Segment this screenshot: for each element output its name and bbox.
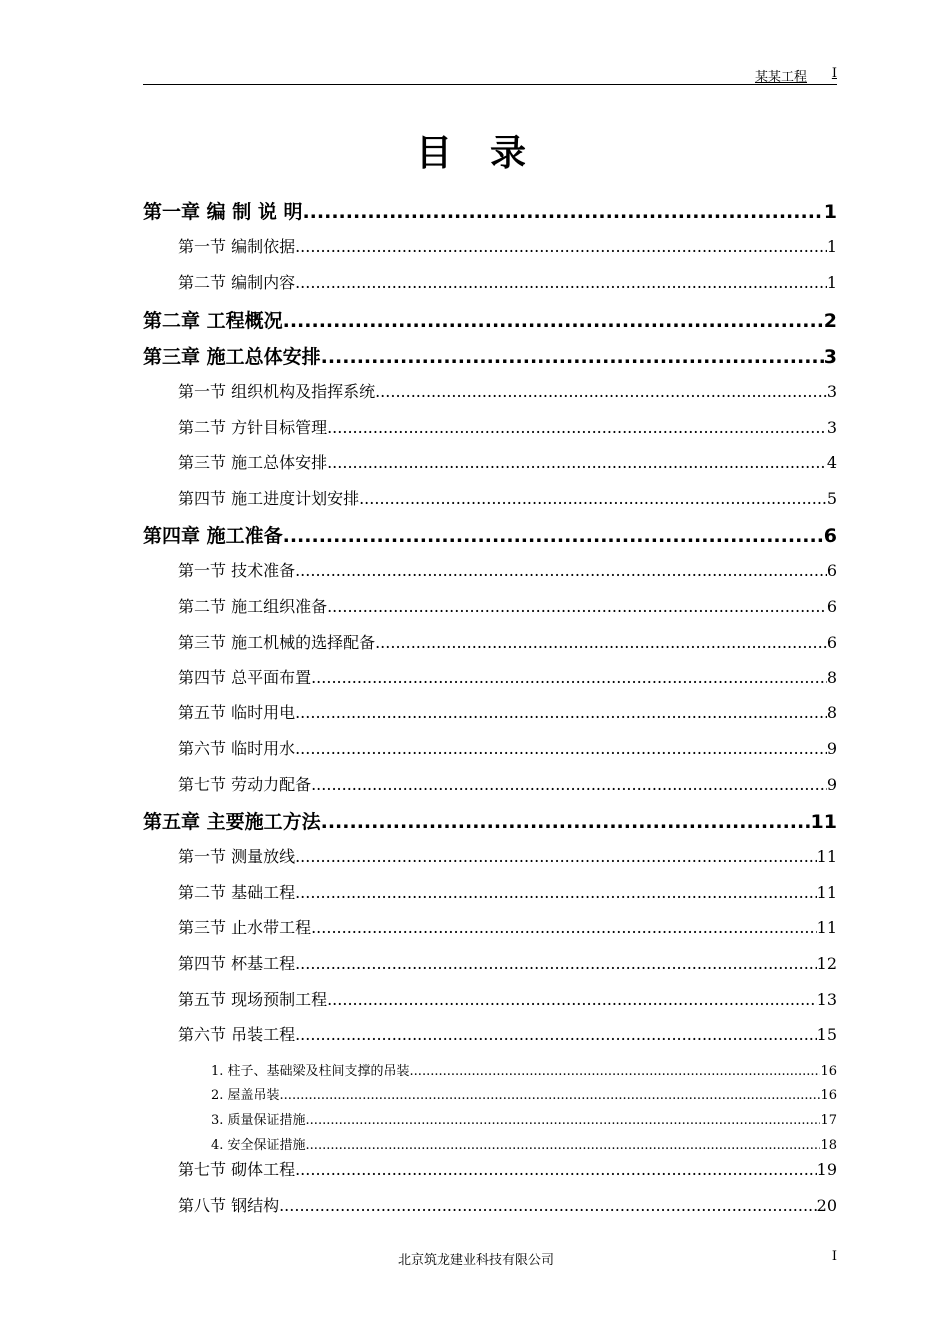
toc-entry-label: 第四章 施工准备 bbox=[143, 525, 283, 547]
toc-entry-label: 第三节 止水带工程 bbox=[178, 918, 312, 937]
toc-entry-label: 第一章 编 制 说 明 bbox=[143, 201, 303, 223]
toc-entry-level2[interactable] bbox=[178, 987, 837, 1010]
toc-leader-dots bbox=[306, 1138, 821, 1153]
toc-entry-level2[interactable] bbox=[178, 594, 837, 617]
toc-entry-label: 第三章 施工总体安排 bbox=[143, 346, 321, 368]
toc-leader-dots bbox=[295, 237, 827, 256]
toc-entry-label: 2. 屋盖吊装 bbox=[211, 1088, 280, 1103]
toc-leader-dots bbox=[280, 1088, 821, 1103]
toc-leader-dots bbox=[410, 1064, 821, 1079]
toc-entry-level2[interactable] bbox=[178, 415, 837, 438]
toc-entry-page-number: 16 bbox=[820, 1088, 837, 1103]
toc-entry-page-number: 11 bbox=[810, 811, 837, 833]
toc-entry-level1[interactable] bbox=[143, 306, 837, 333]
toc-entry-page-number: 3 bbox=[826, 382, 837, 401]
toc-leader-dots bbox=[302, 201, 823, 223]
toc-entry-label: 第七节 砌体工程 bbox=[178, 1160, 296, 1179]
toc-entry-level2[interactable] bbox=[178, 915, 837, 938]
toc-entry-label: 第一节 组织机构及指挥系统 bbox=[178, 382, 376, 401]
toc-leader-dots bbox=[306, 1113, 821, 1128]
toc-entry-label: 第七节 劳动力配备 bbox=[178, 775, 312, 794]
toc-entry-level2[interactable] bbox=[178, 450, 837, 473]
toc-entry-page-number: 13 bbox=[816, 990, 837, 1009]
toc-leader-dots bbox=[295, 1025, 817, 1044]
toc-entry-label: 第三节 施工总体安排 bbox=[178, 453, 328, 472]
toc-entry-page-number: 16 bbox=[820, 1064, 837, 1079]
toc-entry-level2[interactable] bbox=[178, 1022, 837, 1045]
toc-entry-label: 第二节 施工组织准备 bbox=[178, 597, 328, 616]
toc-leader-dots bbox=[295, 954, 817, 973]
toc-leader-dots bbox=[375, 633, 827, 652]
toc-entry-page-number: 6 bbox=[826, 561, 837, 580]
toc-entry-label: 第三节 施工机械的选择配备 bbox=[178, 633, 376, 652]
toc-entry-label: 第一节 编制依据 bbox=[178, 237, 296, 256]
toc-leader-dots bbox=[311, 918, 817, 937]
toc-entry-page-number: 15 bbox=[816, 1025, 837, 1044]
toc-leader-dots bbox=[375, 382, 827, 401]
toc-entry-level2[interactable] bbox=[178, 951, 837, 974]
toc-leader-dots bbox=[327, 990, 817, 1009]
toc-entry-page-number: 1 bbox=[826, 237, 837, 256]
toc-entry-level2[interactable] bbox=[178, 630, 837, 653]
toc-leader-dots bbox=[295, 883, 817, 902]
toc-leader-dots bbox=[321, 346, 824, 368]
toc-entry-page-number: 9 bbox=[826, 739, 837, 758]
toc-entry-page-number: 20 bbox=[816, 1196, 837, 1215]
toc-entry-page-number: 8 bbox=[826, 703, 837, 722]
toc-leader-dots bbox=[327, 453, 827, 472]
page-header bbox=[143, 64, 837, 85]
toc-entry-label: 第一节 技术准备 bbox=[178, 561, 296, 580]
document-title: 目录 bbox=[415, 133, 564, 174]
toc-entry-page-number: 8 bbox=[826, 668, 837, 687]
toc-entry-page-number: 19 bbox=[816, 1160, 837, 1179]
toc-entry-level2[interactable] bbox=[178, 270, 837, 293]
toc-entry-page-number: 3 bbox=[823, 346, 837, 368]
toc-entry-level2[interactable] bbox=[178, 700, 837, 723]
toc-entry-level2[interactable] bbox=[178, 844, 837, 867]
toc-entry-label: 第五章 主要施工方法 bbox=[143, 811, 321, 833]
toc-leader-dots bbox=[283, 525, 824, 547]
toc-leader-dots bbox=[311, 775, 827, 794]
toc-entry-level2[interactable] bbox=[178, 486, 837, 509]
toc-entry-level1[interactable] bbox=[143, 342, 837, 369]
toc-entry-page-number: 17 bbox=[820, 1113, 837, 1128]
toc-entry-page-number: 12 bbox=[816, 954, 837, 973]
toc-entry-label: 第四节 杯基工程 bbox=[178, 954, 296, 973]
toc-entry-page-number: 11 bbox=[816, 883, 837, 902]
toc-entry-page-number: 1 bbox=[826, 273, 837, 292]
toc-entry-label: 3. 质量保证措施 bbox=[211, 1113, 306, 1128]
toc-entry-page-number: 18 bbox=[820, 1138, 837, 1153]
toc-leader-dots bbox=[295, 273, 827, 292]
toc-leader-dots bbox=[321, 811, 811, 833]
toc-leader-dots bbox=[295, 703, 827, 722]
toc-entry-page-number: 4 bbox=[826, 453, 837, 472]
header-title: 某某工程 bbox=[754, 70, 807, 85]
toc-entry-label: 第五节 临时用电 bbox=[178, 703, 296, 722]
toc-entry-level2[interactable] bbox=[178, 880, 837, 903]
toc-leader-dots bbox=[283, 310, 824, 332]
toc-entry-level3[interactable] bbox=[211, 1084, 837, 1103]
toc-entry-level2[interactable] bbox=[178, 665, 837, 688]
toc-entry-page-number: 1 bbox=[823, 201, 837, 223]
toc-entry-level3[interactable] bbox=[211, 1109, 837, 1128]
toc-entry-level2[interactable] bbox=[178, 379, 837, 402]
toc-leader-dots bbox=[279, 1196, 817, 1215]
toc-entry-page-number: 6 bbox=[826, 633, 837, 652]
toc-entry-label: 第五节 现场预制工程 bbox=[178, 990, 328, 1009]
toc-entry-label: 4. 安全保证措施 bbox=[211, 1138, 306, 1153]
toc-entry-page-number: 6 bbox=[826, 597, 837, 616]
toc-entry-level1[interactable] bbox=[143, 521, 837, 548]
toc-entry-level2[interactable] bbox=[178, 736, 837, 759]
toc-entry-label: 第四节 总平面布置 bbox=[178, 668, 312, 687]
toc-entry-level1[interactable] bbox=[143, 197, 837, 224]
toc-entry-level1[interactable] bbox=[143, 807, 837, 834]
footer-page-number: I bbox=[831, 1249, 837, 1264]
toc-entry-level3[interactable] bbox=[211, 1134, 837, 1153]
toc-entry-level2[interactable] bbox=[178, 234, 837, 257]
footer-company: 北京筑龙建业科技有限公司 bbox=[397, 1253, 554, 1268]
toc-entry-page-number: 3 bbox=[826, 418, 837, 437]
toc-leader-dots bbox=[295, 1160, 817, 1179]
toc-entry-level3[interactable] bbox=[211, 1060, 837, 1079]
toc-leader-dots bbox=[295, 739, 827, 758]
toc-entry-page-number: 11 bbox=[816, 918, 837, 937]
toc-entry-level2[interactable] bbox=[178, 1193, 837, 1216]
toc-entry-level2[interactable] bbox=[178, 772, 837, 795]
toc-entry-label: 第八节 钢结构 bbox=[178, 1196, 280, 1215]
toc-entry-label: 第二节 基础工程 bbox=[178, 883, 296, 902]
toc-entry-level2[interactable] bbox=[178, 1157, 837, 1180]
toc-entry-page-number: 11 bbox=[816, 847, 837, 866]
header-page-number: I bbox=[831, 66, 837, 81]
toc-entry-label: 第二节 方针目标管理 bbox=[178, 418, 328, 437]
toc-entry-page-number: 2 bbox=[823, 310, 837, 332]
toc-leader-dots bbox=[359, 489, 827, 508]
toc-entry-label: 第四节 施工进度计划安排 bbox=[178, 489, 360, 508]
toc-entry-page-number: 5 bbox=[826, 489, 837, 508]
toc-leader-dots bbox=[311, 668, 827, 687]
toc-leader-dots bbox=[295, 561, 827, 580]
toc-entry-label: 1. 柱子、基础梁及柱间支撑的吊装 bbox=[211, 1064, 410, 1079]
toc-entry-level2[interactable] bbox=[178, 558, 837, 581]
toc-entry-page-number: 9 bbox=[826, 775, 837, 794]
toc-entry-label: 第六节 临时用水 bbox=[178, 739, 296, 758]
toc-leader-dots bbox=[295, 847, 817, 866]
toc-entry-label: 第二章 工程概况 bbox=[143, 310, 283, 332]
toc-entry-label: 第六节 吊装工程 bbox=[178, 1025, 296, 1044]
toc-entry-label: 第二节 编制内容 bbox=[178, 273, 296, 292]
toc-leader-dots bbox=[327, 597, 827, 616]
toc-entry-label: 第一节 测量放线 bbox=[178, 847, 296, 866]
toc-entry-page-number: 6 bbox=[823, 525, 837, 547]
toc-leader-dots bbox=[327, 418, 827, 437]
